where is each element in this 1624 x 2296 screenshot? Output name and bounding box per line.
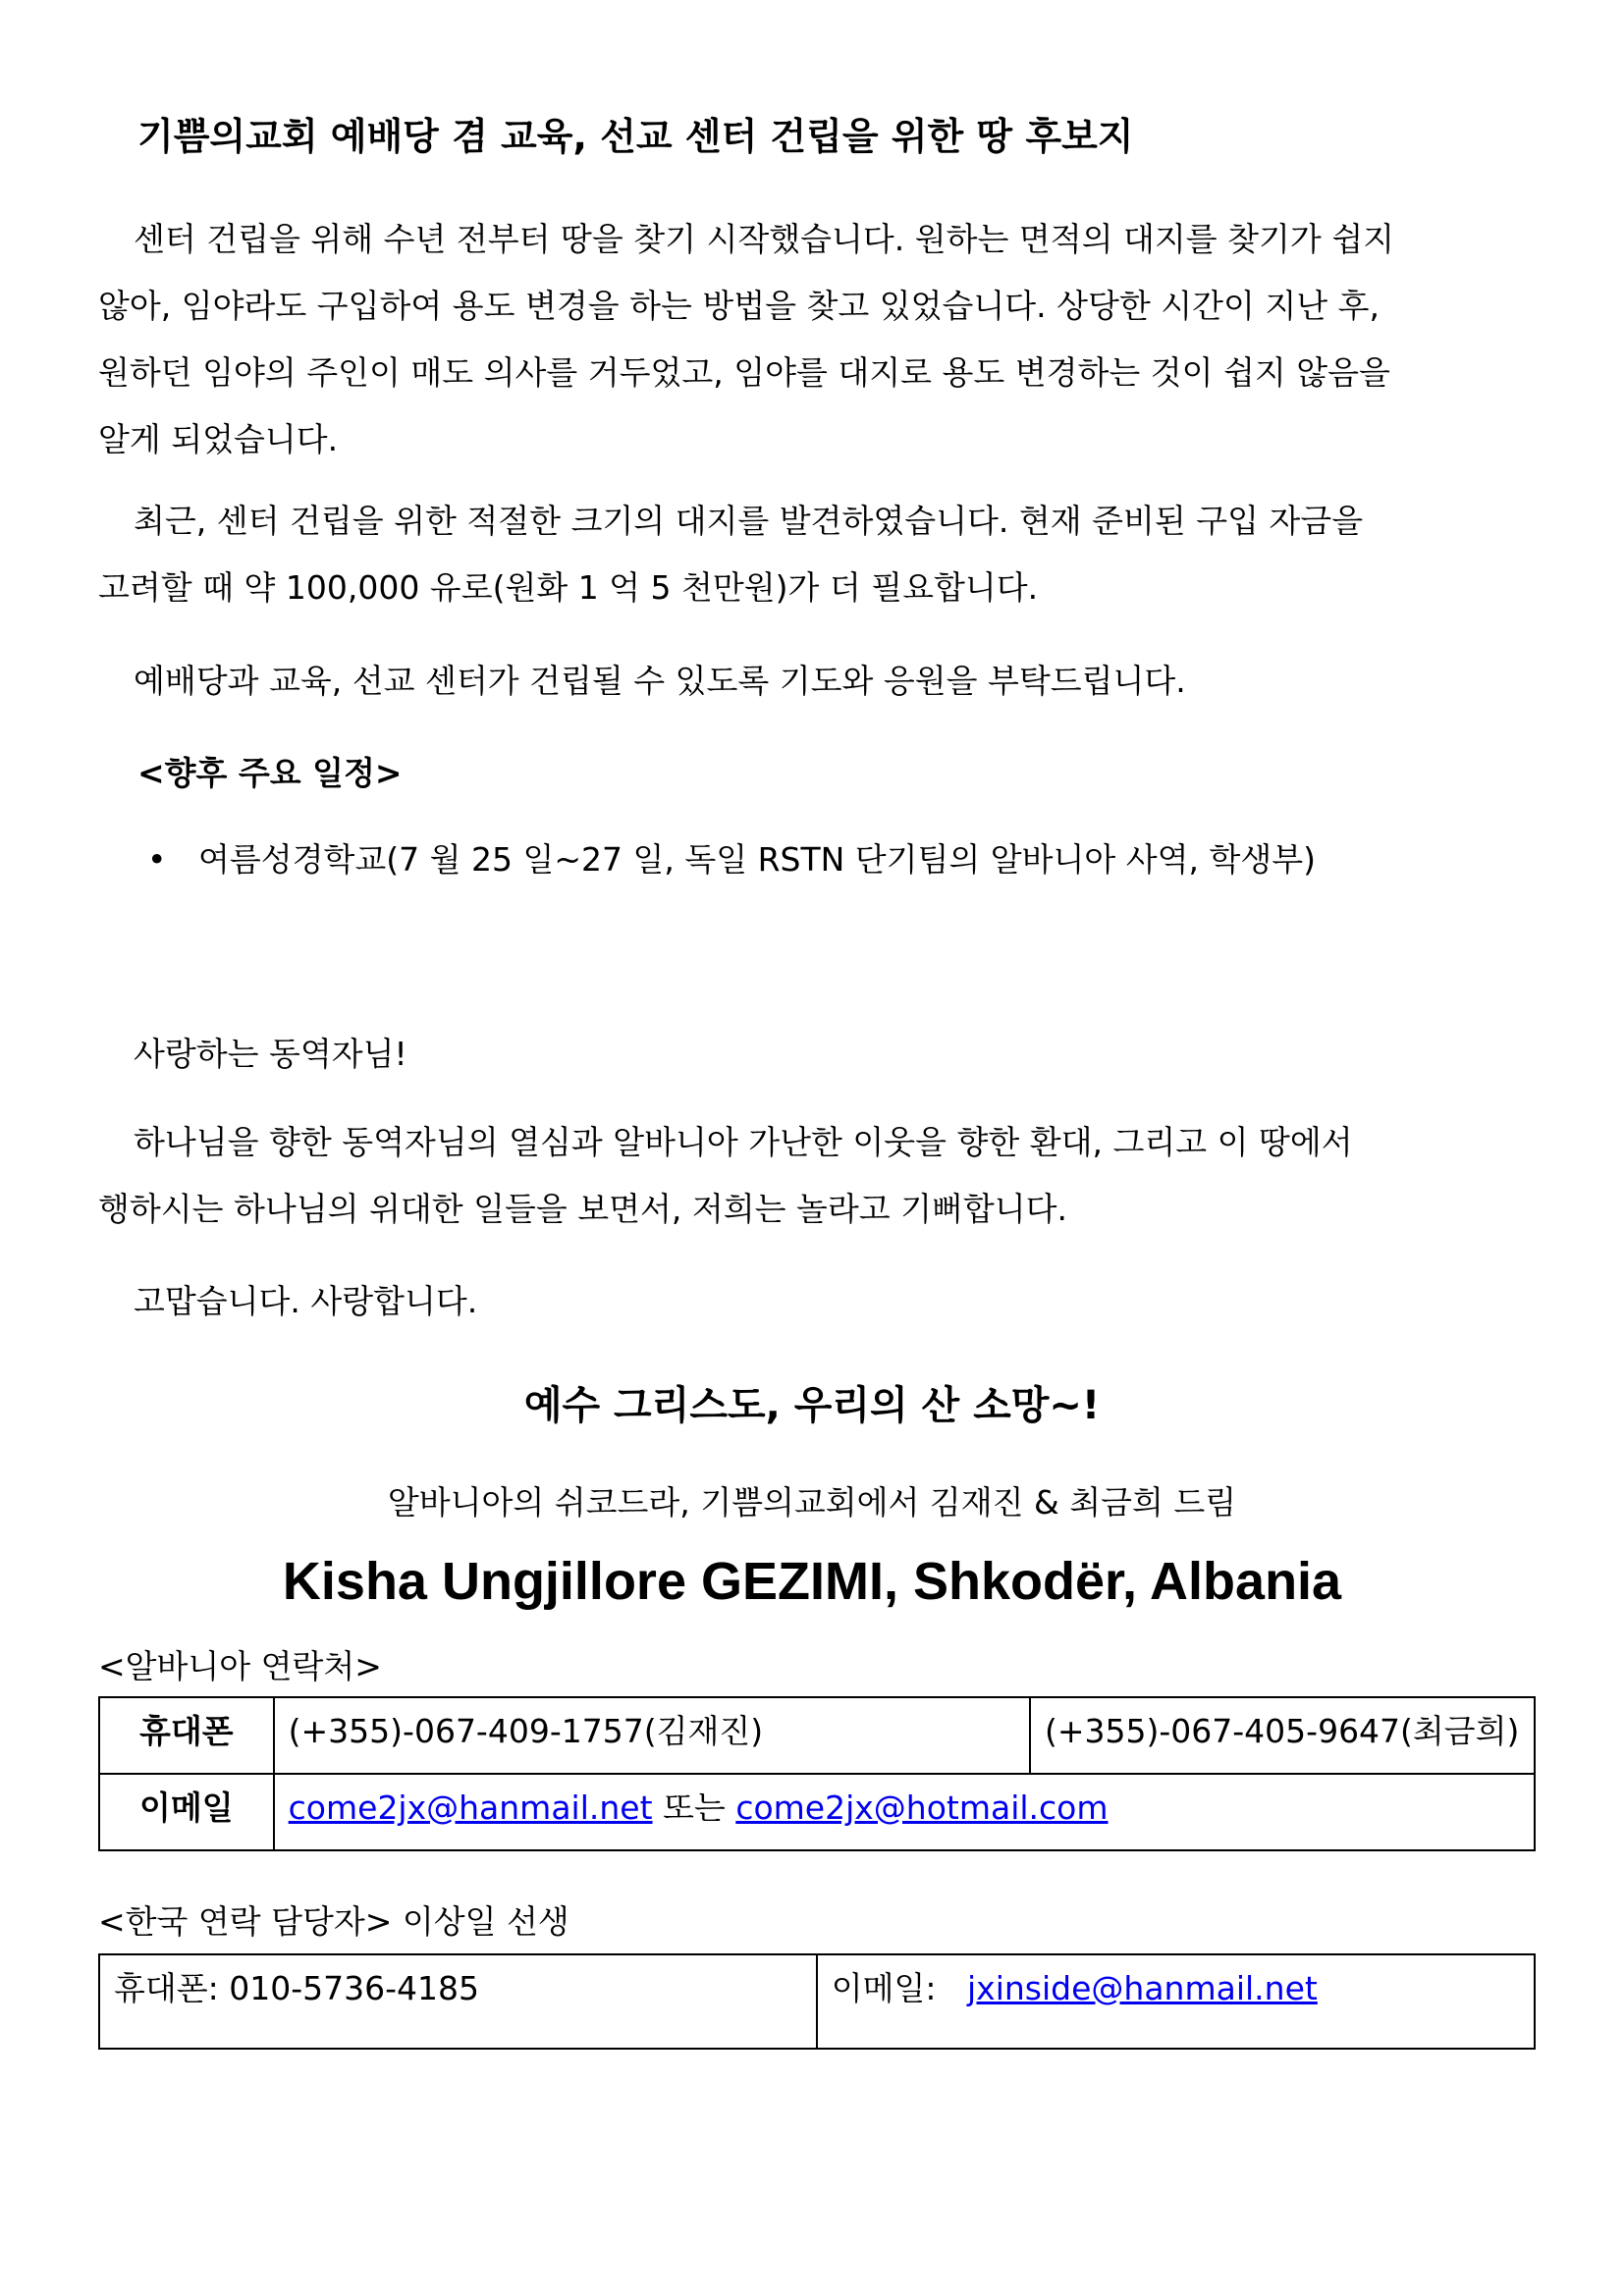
church-name: Kisha Ungjillore GEZIMI, Shkodër, Albania — [282, 1552, 1342, 1611]
korea-phone: 휴대폰: 010-5736-4185 — [99, 1954, 817, 2049]
bullet-icon: • — [147, 840, 167, 879]
albania-contact-table — [98, 1696, 1536, 1851]
paragraph-prayer-request — [98, 648, 1522, 715]
table-row — [99, 1697, 1535, 1774]
paragraph-line: 행하시는 하나님의 위대한 일들을 보면서, 저희는 놀라고 기뻐합니다. — [98, 1190, 1067, 1228]
paragraph-line: 예배당과 교육, 선교 센터가 건립될 수 있도록 기도와 응원을 부탁드립니다. — [134, 662, 1186, 700]
schedule-item-text: 여름성경학교(7 월 25 일~27 일, 독일 RSTN 단기팀의 알바니아 사역, 학생부) — [198, 840, 1317, 879]
email-link-hotmail[interactable]: come2jx@hotmail.com — [735, 1789, 1109, 1827]
phone-choi: (+355)-067-405-9647(최금희) — [1030, 1697, 1535, 1774]
email-cell — [274, 1774, 1535, 1850]
korea-email-cell — [817, 1954, 1535, 2049]
paragraph-line: 원하던 임야의 주인이 매도 의사를 거두었고, 임야를 대지로 용도 변경하는 것이 쉽지 않음을 — [98, 353, 1390, 392]
greeting-text: 사랑하는 동역자님! — [134, 1035, 407, 1073]
korea-contact-label: <한국 연락 담당자> 이상일 선생 — [98, 1902, 569, 1941]
korea-email-link[interactable]: jxinside@hanmail.net — [967, 1969, 1318, 2007]
paragraph-line: 않아, 임야라도 구입하여 용도 변경을 하는 방법을 찾고 있었습니다. 상당한 시간이 지난 후, — [98, 287, 1380, 325]
email-or-text: 또는 — [663, 1789, 726, 1827]
schedule-item — [147, 834, 1316, 881]
email-link-hanmail[interactable]: come2jx@hanmail.net — [288, 1789, 653, 1827]
paragraph-thanksgiving — [98, 1109, 1522, 1243]
schedule-title: <향후 주요 일정> — [137, 754, 403, 792]
signature: 알바니아의 쉬코드라, 기쁨의교회에서 김재진 & 최금희 드림 — [387, 1483, 1237, 1522]
thanks-line — [98, 1268, 1522, 1335]
paragraph-line: 하나님을 향한 동역자님의 열심과 알바니아 가난한 이웃을 향한 환대, 그리고 이 땅에서 — [134, 1123, 1353, 1161]
thanks-text: 고맙습니다. 사랑합니다. — [134, 1282, 478, 1320]
phone-header: 휴대폰 — [99, 1697, 274, 1774]
albania-contact-label: <알바니아 연락처> — [98, 1647, 382, 1685]
korea-email-label: 이메일: — [831, 1969, 937, 2007]
motto: 예수 그리스도, 우리의 산 소망~! — [523, 1383, 1101, 1428]
paragraph-line: 최근, 센터 건립을 위한 적절한 크기의 대지를 발견하였습니다. 현재 준비된 구입 자금을 — [134, 502, 1364, 540]
greeting — [98, 1021, 1522, 1088]
table-row — [99, 1954, 1535, 2049]
paragraph-line: 알게 되었습니다. — [98, 420, 339, 458]
paragraph-line: 센터 건립을 위해 수년 전부터 땅을 찾기 시작했습니다. 원하는 면적의 대지를 찾기가 쉽지 — [134, 220, 1394, 258]
page-title: 기쁨의교회 예배당 겸 교육, 선교 센터 건립을 위한 땅 후보지 — [137, 115, 1134, 158]
paragraph-line: 고려할 때 약 100,000 유로(원화 1 억 5 천만원)가 더 필요합니다. — [98, 568, 1039, 607]
korea-contact-table — [98, 1953, 1536, 2050]
paragraph-land-search — [98, 206, 1522, 473]
table-row — [99, 1774, 1535, 1850]
phone-kim: (+355)-067-409-1757(김재진) — [274, 1697, 1030, 1774]
paragraph-land-found — [98, 488, 1522, 621]
email-header: 이메일 — [99, 1774, 274, 1850]
